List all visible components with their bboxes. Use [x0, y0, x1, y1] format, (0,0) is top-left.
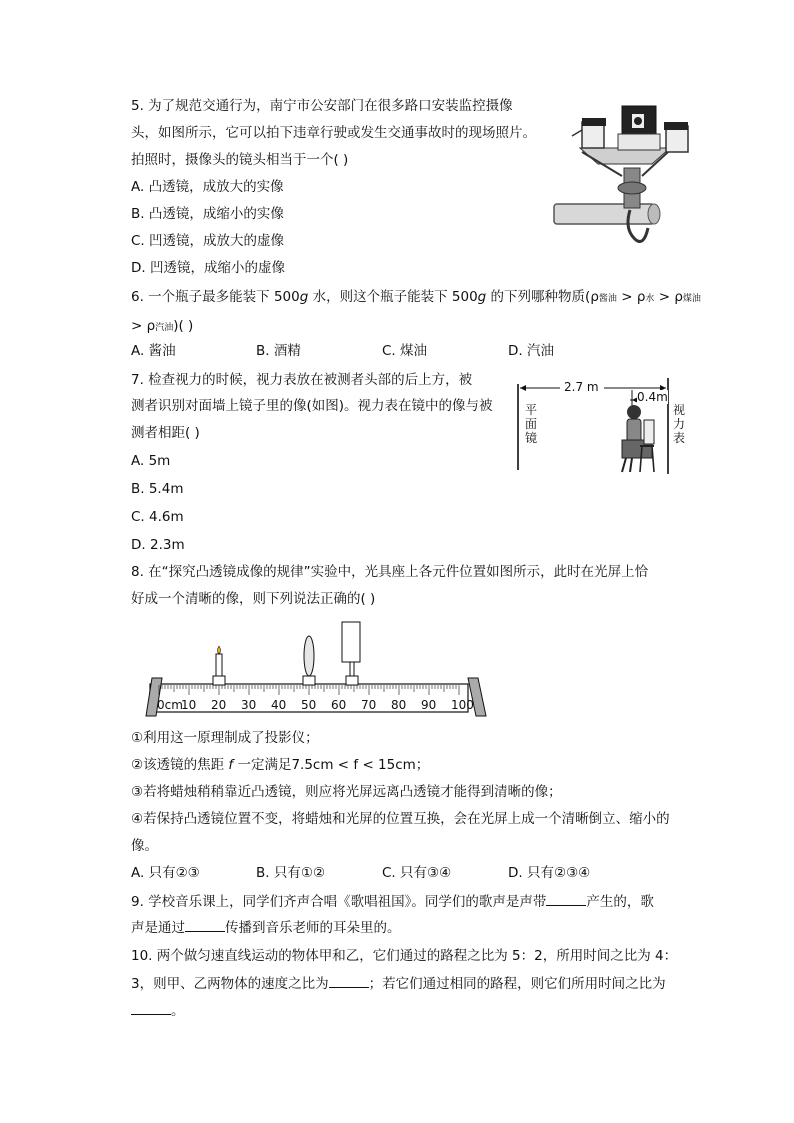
optical-bench-figure	[136, 618, 492, 718]
q7-dist-small-label: 0.4m	[637, 390, 668, 404]
q6-rho-water: ρ	[636, 289, 646, 305]
q6-sub-soy: 酱油	[598, 294, 617, 304]
q8-option-a: A. 只有②③	[131, 865, 200, 881]
bench-scale-label: 80	[391, 698, 407, 712]
q6-line2-text-a: >	[131, 318, 147, 334]
q5-option-b: B. 凸透镜，成缩小的实像	[131, 206, 284, 222]
q8-option-d: D. 只有②③④	[508, 865, 591, 881]
q7-chart-char-3: 表	[672, 431, 685, 445]
q9-line1-a: 9. 学校音乐课上，同学们齐声合唱《歌唱祖国》。同学们的歌声是声带	[131, 894, 547, 910]
bench-scale-label: 70	[361, 698, 377, 712]
q6-line1-text-b: 水，则这个瓶子能装下 500	[308, 289, 478, 305]
q7-option-a: A. 5m	[131, 453, 171, 469]
q10-line2-a: 3，则甲、乙两物体的速度之比为	[131, 976, 329, 992]
q6-unit-g2: g	[477, 289, 487, 305]
q10-line2-b: ；若它们通过相同的路程，则它们所用时间之比为	[368, 976, 666, 992]
q6-gt1: >	[616, 289, 637, 305]
q6-sub-water: 水	[645, 294, 655, 304]
q8-stmt2-a: ②该透镜的焦距	[131, 757, 229, 773]
bench-scale-label: 90	[421, 698, 437, 712]
q5-option-d: D. 凹透镜，成缩小的虚像	[131, 260, 285, 276]
q8-statement-2	[131, 755, 429, 775]
q8-statement-4-line1: ④若保持凸透镜位置不变，将蜡烛和光屏的位置互换，会在光屏上成一个清晰倒立、缩小的	[131, 811, 670, 827]
q7-chart-char-2: 力	[672, 417, 685, 431]
q9-blank-2	[185, 917, 225, 932]
bench-scale-label: 50	[301, 698, 317, 712]
q6-unit-g1: g	[299, 289, 309, 305]
q8-statement-1: ①利用这一原理制成了投影仪；	[131, 730, 319, 746]
q6-option-a: A. 酱油	[131, 343, 176, 359]
q6-line2	[131, 316, 193, 338]
q10-blank-2	[131, 1000, 171, 1015]
surveillance-camera-figure	[552, 100, 692, 248]
q10-line1: 10. 两个做匀速直线运动的物体甲和乙，它们通过的路程之比为 5：2，所用时间之比为 4：	[131, 948, 678, 964]
q6-line1	[131, 287, 701, 309]
bench-scale-label: 20	[211, 698, 227, 712]
q8-statement-3: ③若将蜡烛稍稍靠近凸透镜，则应将光屏远离凸透镜才能得到清晰的像；	[131, 784, 562, 800]
q5-option-a: A. 凸透镜，成放大的实像	[131, 179, 284, 195]
q6-rho-soy: ρ	[590, 289, 599, 305]
q7-option-b: B. 5.4m	[131, 481, 184, 497]
q7-option-c: C. 4.6m	[131, 509, 184, 525]
q5-option-c: C. 凹透镜，成放大的虚像	[131, 233, 285, 249]
q8-stmt2-b: 一定满足7.5cm < f < 15cm；	[233, 757, 430, 773]
q6-gt2: >	[654, 289, 675, 305]
q7-line1: 7. 检查视力的时候，视力表放在被测者头部的后上方，被	[131, 372, 473, 388]
q7-dist-total-label: 2.7 m	[564, 380, 599, 394]
eye-test-figure	[510, 376, 690, 480]
q7-line2: 测者识别对面墙上镜子里的像(如图)。视力表在镜中的像与被	[131, 398, 493, 414]
bench-scale-label: 0cm	[157, 698, 183, 712]
q9-blank-1	[546, 891, 586, 906]
bench-scale-label: 30	[241, 698, 257, 712]
q6-rho-kerosene: ρ	[674, 289, 683, 305]
q6-sub-gasoline: 汽油	[155, 323, 174, 333]
q7-mirror-char-1: 平	[524, 403, 537, 417]
q8-option-b: B. 只有①②	[256, 865, 326, 881]
q10-line3	[131, 1000, 185, 1021]
q9-line2-b: 传播到音乐老师的耳朵里的。	[225, 920, 401, 936]
q9-line2	[131, 917, 401, 938]
q7-option-d: D. 2.3m	[131, 537, 185, 553]
q8-stmt2-f: f	[228, 757, 234, 773]
q6-sub-kerosene: 煤油	[682, 294, 701, 304]
q8-line2: 好成一个清晰的像，则下列说法正确的( )	[131, 591, 376, 607]
q7-mirror-char-2: 面	[524, 417, 537, 431]
q8-line1: 8. 在“探究凸透镜成像的规律”实验中，光具座上各元件位置如图所示，此时在光屏上恰	[131, 564, 649, 580]
q6-line2-text-b: )( )	[173, 318, 194, 334]
q8-option-c: C. 只有③④	[382, 865, 452, 881]
q7-line3: 测者相距( )	[131, 425, 200, 441]
q10-line2	[131, 973, 666, 994]
q9-line2-a: 声是通过	[131, 920, 185, 936]
q6-rho-gasoline: ρ	[146, 318, 156, 334]
q10-blank-1	[329, 973, 369, 988]
q6-line1-text-c: 的下列哪种物质(	[486, 289, 591, 305]
q7-chart-char-1: 视	[672, 403, 685, 417]
q5-line1: 5. 为了规范交通行为，南宁市公安部门在很多路口安装监控摄像	[131, 98, 513, 114]
bench-scale-label: 60	[331, 698, 347, 712]
q5-line3: 拍照时，摄像头的镜头相当于一个( )	[131, 152, 349, 168]
q9-line1-b: 产生的，歌	[586, 894, 654, 910]
q6-option-c: C. 煤油	[382, 343, 428, 359]
q6-option-b: B. 酒精	[256, 343, 301, 359]
bench-scale-label: 100	[451, 698, 474, 712]
q7-mirror-char-3: 镜	[524, 431, 537, 445]
q5-line2: 头，如图所示，它可以拍下违章行驶或发生交通事故时的现场照片。	[131, 125, 536, 141]
q6-option-d: D. 汽油	[508, 343, 554, 359]
q9-line1	[131, 891, 654, 912]
bench-scale-label: 10	[181, 698, 197, 712]
q8-statement-4-line2: 像。	[131, 838, 158, 854]
bench-scale-label: 40	[271, 698, 287, 712]
q10-line3-end: 。	[171, 1003, 185, 1019]
q6-line1-text-a: 6. 一个瓶子最多能装下 500	[131, 289, 300, 305]
